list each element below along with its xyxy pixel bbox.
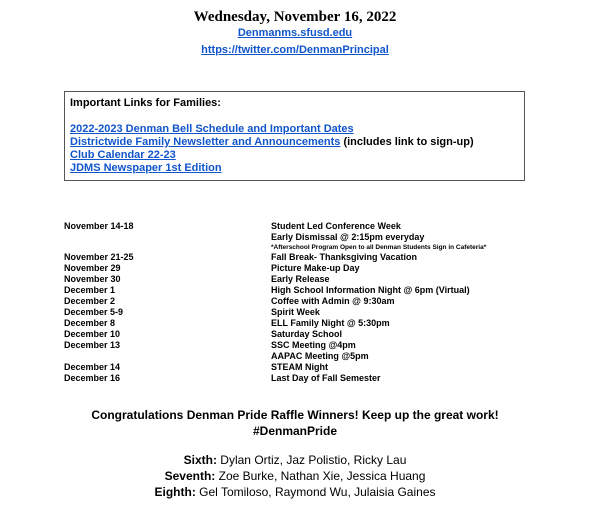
schedule-event: SSC Meeting @4pm [271,340,356,350]
schedule-row [64,285,544,296]
important-links-title: Important Links for Families: [70,97,221,109]
schedule-date: November 14-18 [64,221,134,231]
congrats-headline: Congratulations Denman Pride Raffle Winners! Keep up the great work! [91,408,499,422]
schedule-date [64,232,271,243]
page-date-title: Wednesday, November 16, 2022 [193,9,397,25]
twitter-link[interactable]: https://twitter.com/DenmanPrincipal [201,44,389,56]
winner-names: Gel Tomiloso, Raymond Wu, Julaisia Gaines [195,485,436,499]
schedule-event: Early Release [271,274,330,284]
family-newsletter-link[interactable]: Districtwide Family Newsletter and Announcements [70,136,341,148]
schedule-event: Last Day of Fall Semester [271,373,381,383]
important-links-box [64,91,525,181]
schedule-row [64,340,544,351]
schedule-row [64,274,544,285]
grade-label: Eighth: [154,485,196,499]
schedule-row [64,307,544,318]
schedule-event: *Afterschool Program Open to all Denman Students Sign in Cafeteria* [271,244,487,251]
schedule-row [64,296,544,307]
schedule-event: ELL Family Night @ 5:30pm [271,318,390,328]
schedule-event: Coffee with Admin @ 9:30am [271,296,395,306]
schedule-date: December 1 [64,285,116,295]
bell-schedule-link[interactable]: 2022-2023 Denman Bell Schedule and Important Dates [70,123,354,135]
link-row-bell-schedule [70,123,519,136]
website-link[interactable]: Denmanms.sfusd.edu [237,27,353,39]
schedule-event: Student Led Conference Week [271,221,401,231]
winners-row-seventh [0,468,590,484]
schedule-row [64,362,544,373]
link-row-newspaper [70,162,519,175]
winners-list [0,452,590,500]
schedule-row [64,252,544,263]
schedule-event: High School Information Night @ 6pm (Virtual) [271,285,470,295]
winner-names: Dylan Ortiz, Jaz Polistio, Ricky Lau [216,453,407,467]
schedule-row [64,351,544,362]
schedule-date: December 16 [64,373,121,383]
schedule-date: December 2 [64,296,116,306]
schedule-event: Early Dismissal @ 2:15pm everyday [271,232,425,242]
schedule-row [64,329,544,340]
schedule-event: Picture Make-up Day [271,263,360,273]
schedule-date: November 29 [64,263,121,273]
schedule-row [64,373,544,384]
schedule-row [64,318,544,329]
winners-row-eighth [0,484,590,500]
link-row-club-calendar [70,149,519,162]
newspaper-link[interactable]: JDMS Newspaper 1st Edition [70,162,222,174]
schedule-date: November 30 [64,274,121,284]
schedule-row [64,243,544,252]
schedule-date [64,351,271,362]
schedule-event: Fall Break- Thanksgiving Vacation [271,252,418,262]
schedule-row [64,263,544,274]
schedule-date: December 14 [64,362,121,372]
schedule-date [64,243,271,252]
winner-names: Zoe Burke, Nathan Xie, Jessica Huang [215,469,426,483]
schedule-date: December 13 [64,340,121,350]
grade-label: Seventh: [164,469,216,483]
winners-row-sixth [0,452,590,468]
schedule-event: AAPAC Meeting @5pm [271,351,369,361]
club-calendar-link[interactable]: Club Calendar 22-23 [70,149,176,161]
link-suffix: (includes link to sign-up) [340,136,474,148]
link-row-family-newsletter [70,136,519,149]
schedule-event: Saturday School [271,329,343,339]
schedule-date: November 21-25 [64,252,134,262]
schedule-list [64,221,544,384]
grade-label: Sixth: [183,453,217,467]
twitter-link-line [0,44,590,57]
schedule-date: December 10 [64,329,121,339]
website-link-line [0,27,590,40]
schedule-event: Spirit Week [271,307,320,317]
congrats-hashtag: #DenmanPride [252,424,338,438]
schedule-row [64,232,544,243]
schedule-event: STEAM Night [271,362,328,372]
schedule-date: December 8 [64,318,116,328]
congrats-section [0,407,590,439]
schedule-row [64,221,544,232]
schedule-date: December 5-9 [64,307,124,317]
